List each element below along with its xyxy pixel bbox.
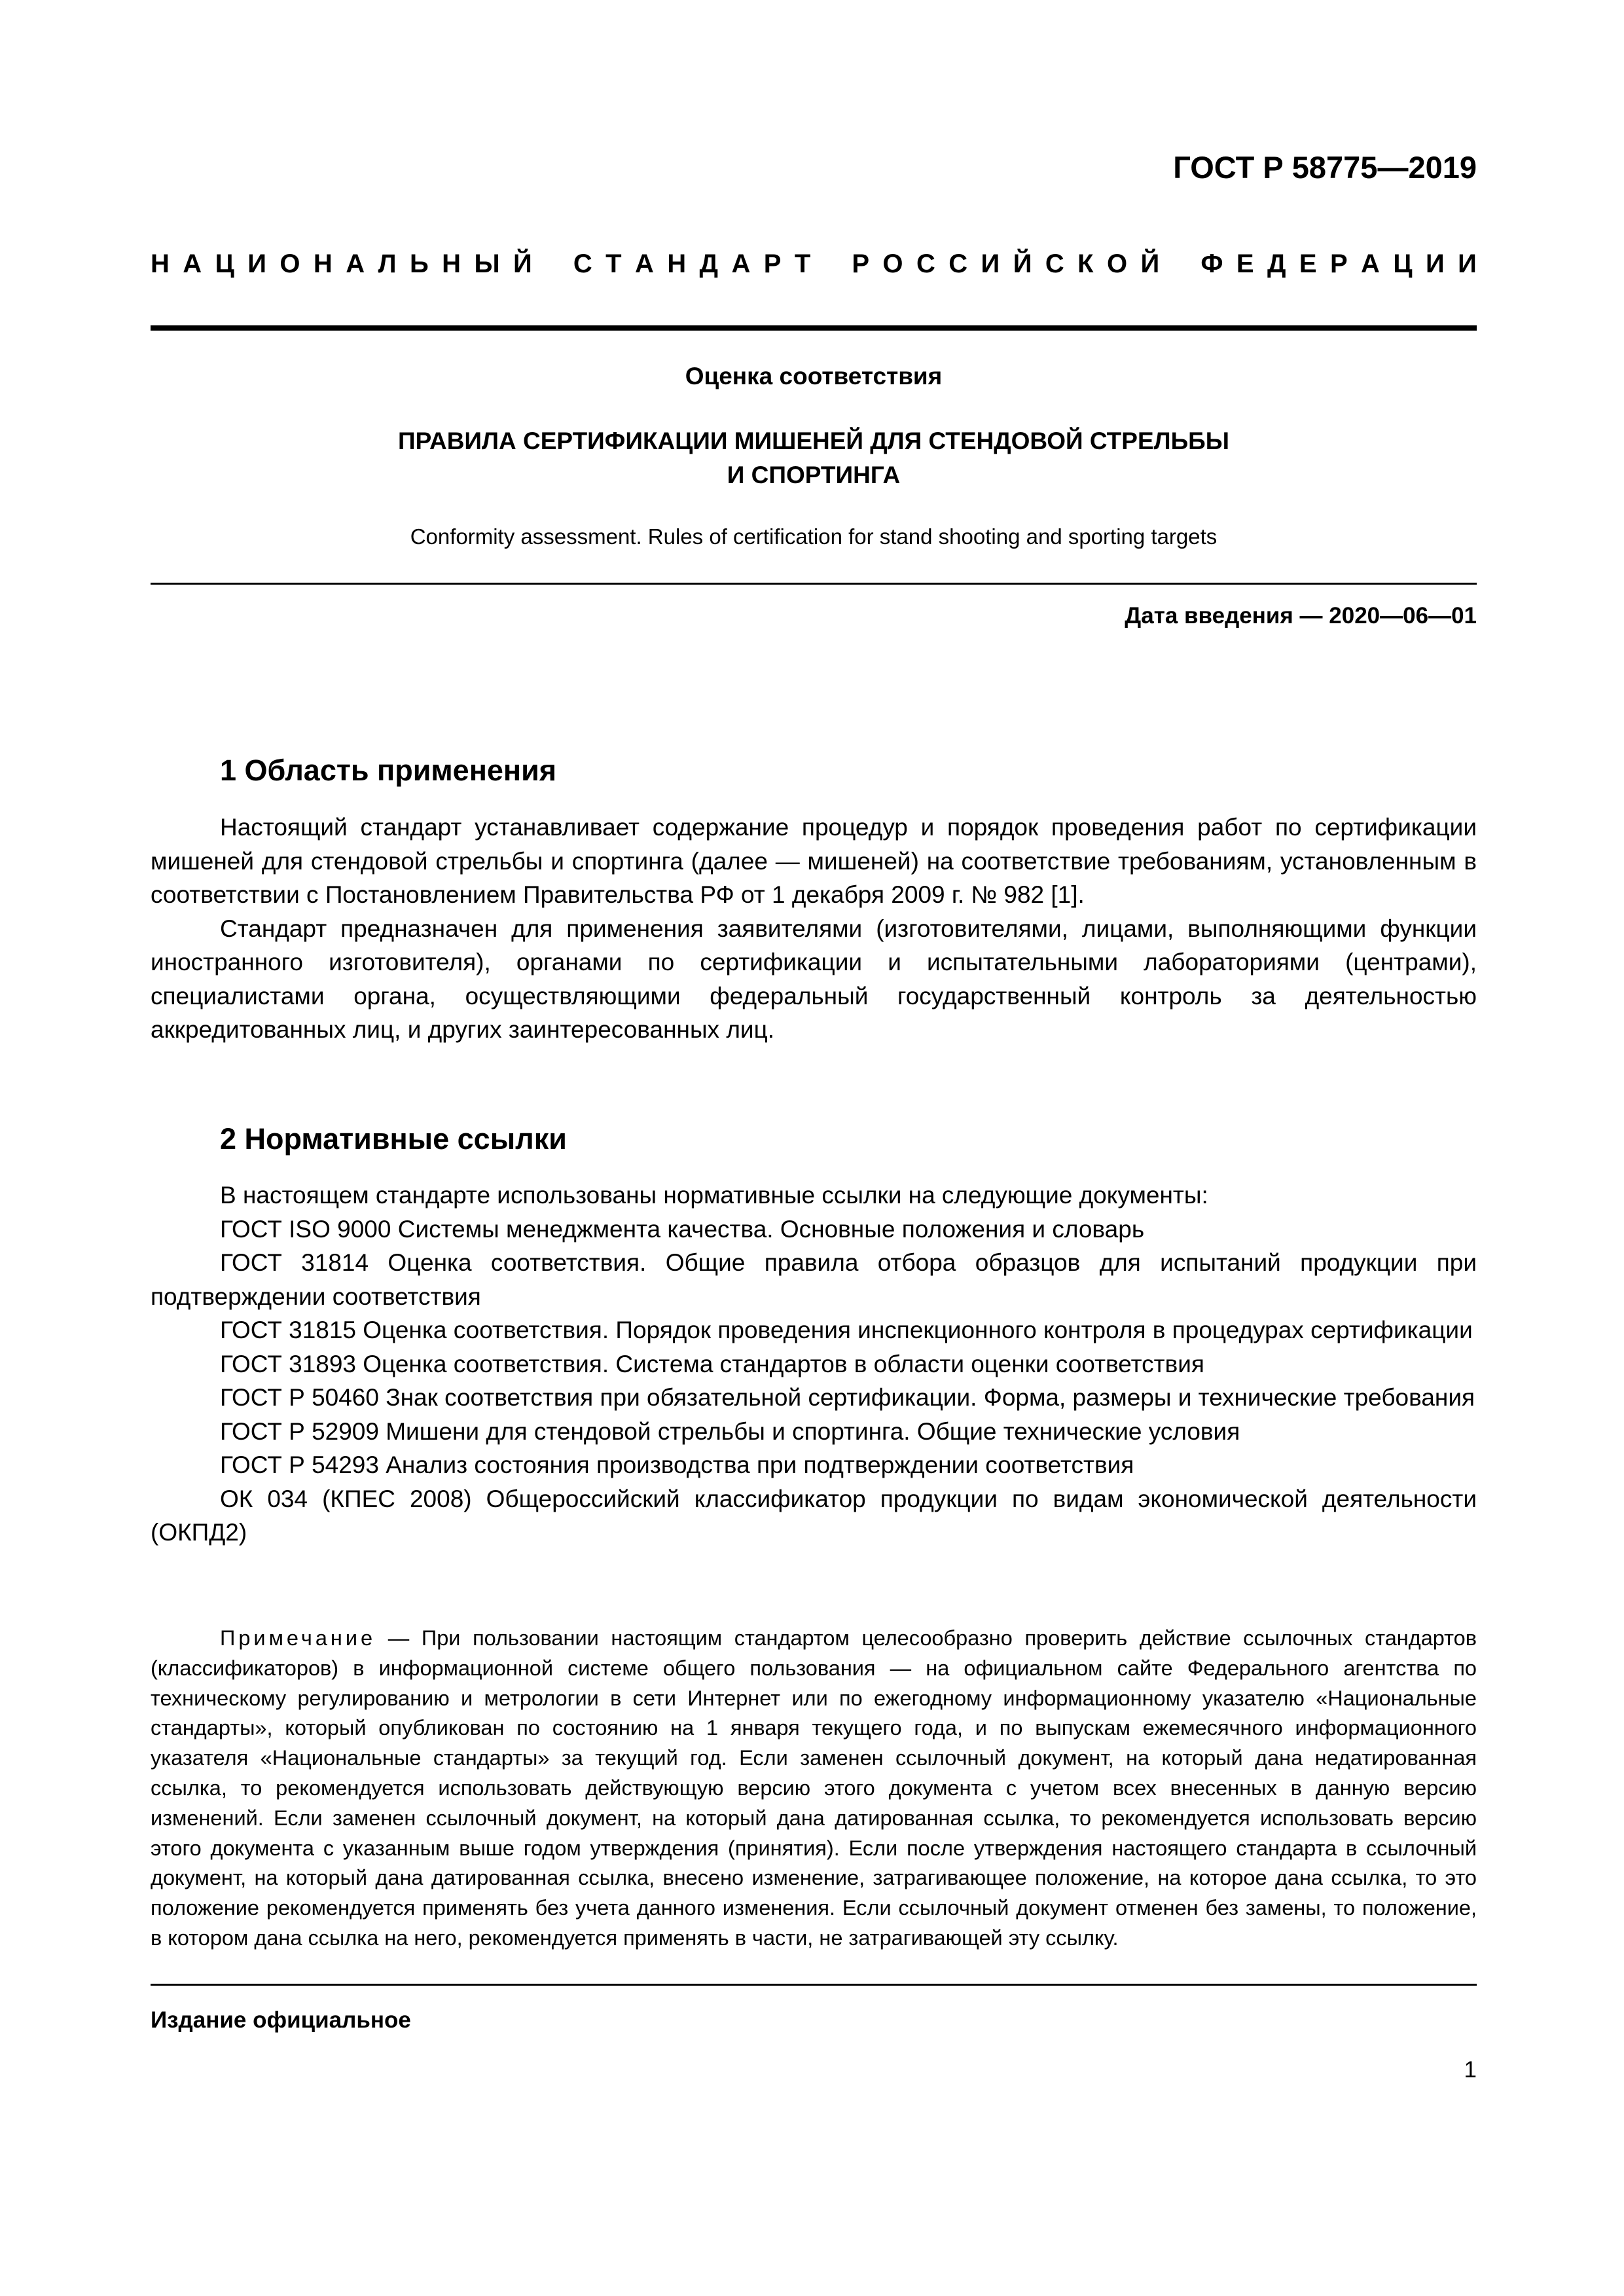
- reference-item: ГОСТ 31893 Оценка соответствия. Система стандартов в области оценки соответствия: [220, 1350, 1204, 1377]
- document-title-english: Conformity assessment. Rules of certification for stand shooting and sporting targets: [410, 524, 1218, 549]
- official-edition-label: Издание официальное: [151, 2007, 411, 2033]
- introduction-date: Дата введения — 2020—06—01: [1125, 603, 1477, 629]
- document-title-line-1: ПРАВИЛА СЕРТИФИКАЦИИ МИШЕНЕЙ ДЛЯ СТЕНДОВОЙ СТРЕЛЬБЫ: [397, 428, 1230, 454]
- section-1-paragraph: Настоящий стандарт устанавливает содержание процедур и порядок проведения работ по сертификации мишеней для стендовой стрельбы и спортинга (далее — мишеней) на соответствие требованиям, установленным в соответствии с Постановлением Правительства РФ от 1 декабря 2009 г. № 982 [1].: [151, 814, 1477, 908]
- document-category: Оценка соответствия: [685, 363, 943, 390]
- references-note: [151, 1624, 1477, 1954]
- note-text: — При пользовании настоящим стандартом целесообразно проверить действие ссылочных стандартов (классификаторов) в информационной системе общего пользования — на официальном сайте Федерального агентства по техническому регулированию и метрологии в сети Интернет или по ежегодному информационному указателю «Национальные стандарты», который опубликован по состоянию на 1 января текущего года, и по выпускам ежемесячного информационного указателя «Национальные стандарты» за текущий год. Если заменен ссылочный документ, на который дана недатированная ссылка, то рекомендуется использовать действующую версию этого документа с учетом всех внесенных в данную версию изменений. Если заменен ссылочный документ, на который дана датированная ссылка, то рекомендуется использовать версию этого документа с указанным выше годом утверждения (принятия). Если после утверждения настоящего стандарта в ссылочный документ, на который дана датированная ссылка, внесено изменение, затрагивающее положение, на которое дана ссылка, то это положение рекомендуется применять без учета данного изменения. Если ссылочный документ отменен без замены, то положение, в котором дана ссылка на него, рекомендуется применять в части, не затрагивающей эту ссылку.: [151, 1626, 1477, 1950]
- national-standard-heading: Н А Ц И О Н А Л Ь Н Ы Й С Т А Н Д А Р Т Р О С С И Й С К О Й Ф Е Д Е Р А Ц И И: [151, 249, 1477, 278]
- normative-references-list: [151, 1178, 1477, 1550]
- header-rule: [151, 325, 1477, 331]
- page-number: 1: [1464, 2057, 1477, 2083]
- note-label: Примечание: [220, 1626, 376, 1650]
- title-rule: [151, 583, 1477, 585]
- document-title: [151, 424, 1477, 492]
- footer-rule: [151, 1984, 1477, 1986]
- reference-item: ГОСТ ISO 9000 Системы менеджмента качества. Основные положения и словарь: [220, 1215, 1145, 1243]
- section-1-body: [151, 811, 1477, 1047]
- reference-item: ГОСТ Р 50460 Знак соответствия при обязательной сертификации. Форма, размеры и технические требования: [220, 1384, 1475, 1411]
- document-title-line-2: И СПОРТИНГА: [727, 462, 901, 488]
- reference-item: ГОСТ 31814 Оценка соответствия. Общие правила отбора образцов для испытаний продукции при подтверждении соответствия: [151, 1249, 1477, 1310]
- document-designation: ГОСТ Р 58775—2019: [1173, 150, 1477, 185]
- reference-item: ГОСТ Р 52909 Мишени для стендовой стрельбы и спортинга. Общие технические условия: [220, 1417, 1240, 1445]
- section-1-heading: 1 Область применения: [220, 754, 557, 787]
- reference-item: ОК 034 (КПЕС 2008) Общероссийский классификатор продукции по видам экономической деятельности (ОКПД2): [151, 1485, 1477, 1546]
- section-2-heading: 2 Нормативные ссылки: [220, 1122, 567, 1156]
- reference-item: ГОСТ Р 54293 Анализ состояния производства при подтверждении соответствия: [220, 1451, 1134, 1478]
- references-intro: В настоящем стандарте использованы нормативные ссылки на следующие документы:: [220, 1182, 1208, 1209]
- reference-item: ГОСТ 31815 Оценка соответствия. Порядок проведения инспекционного контроля в процедурах сертификации: [220, 1317, 1473, 1343]
- section-1-paragraph: Стандарт предназначен для применения заявителями (изготовителями, лицами, выполняющими функции иностранного изготовителя), органами по сертификации и испытательными лабораториями (центрами), специалистами органа, осуществляющими федеральный государственный контроль за деятельностью аккредитованных лиц, и других заинтересованных лиц.: [151, 915, 1477, 1043]
